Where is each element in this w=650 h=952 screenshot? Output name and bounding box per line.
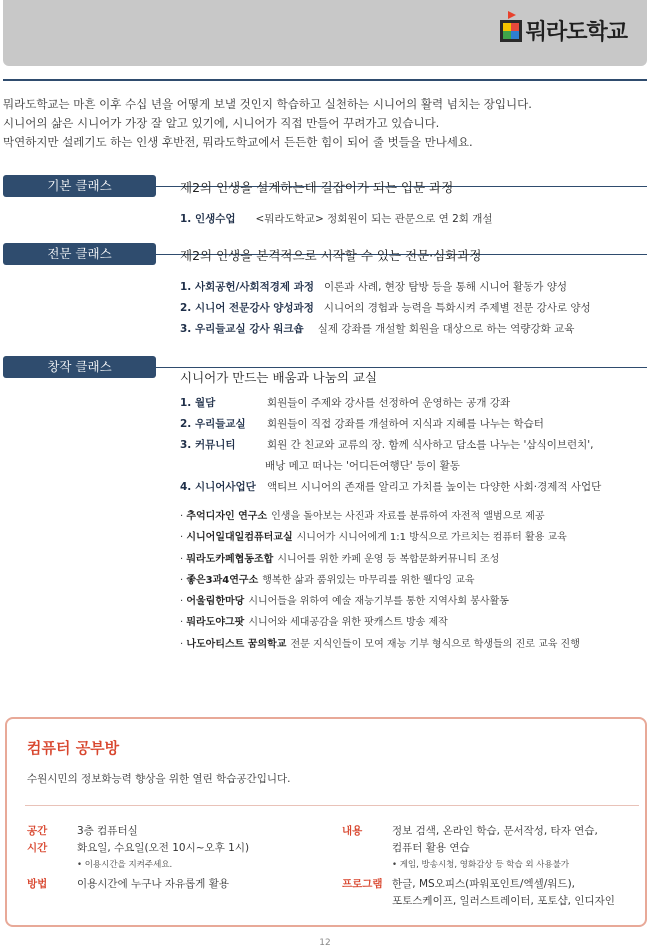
box-left-column: [27, 823, 327, 893]
unit-desc: 인생을 돌아보는 사진과 자료를 분류하여 자전적 앨범으로 제공: [271, 511, 545, 522]
item-label: 3. 우리들교실 강사 워크숍: [180, 323, 304, 335]
item-desc: 회원 간 친교와 교류의 장. 함께 식사하고 담소를 나누는 '삼식이브런치',: [267, 439, 594, 451]
logo-mark-icon: [500, 20, 522, 42]
computer-room-box: [5, 717, 647, 927]
business-unit-item: · 뭐라도야그팟 시니어와 세대공감을 위한 팟캐스트 방송 제작: [180, 617, 448, 629]
item-desc: 이론과 사례, 현장 탐방 등을 통해 시니어 활동가 양성: [324, 281, 568, 293]
business-unit-item: · 어울림한마당 시니어들을 위하여 예술 재능기부를 통한 지역사회 봉사활동: [180, 596, 509, 608]
info-row-space: [27, 823, 327, 840]
item-label: 1. 사회공헌/사회적경제 과정: [180, 281, 315, 293]
header-bar: [3, 0, 647, 66]
section-tab: 전문 클래스: [3, 243, 156, 265]
info-key: 공간: [27, 825, 48, 837]
business-unit-item: · 좋은3과4연구소 행복한 삶과 품위있는 마무리를 위한 웰다잉 교육: [180, 574, 475, 586]
section-expert-class: [3, 243, 647, 348]
list-item: [180, 277, 645, 298]
info-note: • 게임, 방송시청, 영화감상 등 학습 외 사용불가: [392, 860, 570, 870]
unit-desc: 시니어가 시니어에게 1:1 방식으로 가르치는 컴퓨터 활용 교육: [296, 532, 567, 544]
item-label: 2. 시니어 전문강사 양성과정: [180, 302, 314, 314]
info-value-continued: 컴퓨터 활용 연습: [392, 842, 470, 854]
item-desc: 시니어의 경험과 능력을 특화시켜 주제별 전문 강사로 양성: [323, 302, 591, 314]
list-item: [180, 435, 645, 456]
intro-line: 뭐라도학교는 마흔 이후 수십 년을 어떻게 보낼 것인지 학습하고 실천하는 시니어의 활력 넘치는 장입니다.: [3, 97, 532, 111]
item-desc: 회원들이 주제와 강사를 선정하여 운영하는 공개 강좌: [267, 397, 511, 409]
unit-desc: 전문 지식인들이 모여 재능 기부 형식으로 학생들의 진로 교육 진행: [290, 638, 580, 650]
item-desc: <뭐라도학교> 정회원이 되는 관문으로 연 2회 개설: [255, 213, 493, 225]
item-desc: 실제 강좌를 개설할 회원을 대상으로 하는 역량강화 교육: [317, 323, 575, 335]
item-label: 1. 월담: [180, 397, 216, 409]
info-row-program: [342, 876, 642, 893]
divider: [3, 79, 647, 81]
section-basic-class: [3, 175, 647, 235]
section-creative-class: [3, 356, 647, 666]
info-key: 시간: [27, 842, 48, 854]
list-item: [180, 477, 645, 498]
item-label: 2. 우리들교실: [180, 418, 246, 430]
info-value: 화요일, 수요일(오전 10시~오후 1시): [77, 842, 250, 854]
item-desc: 회원들이 직접 강좌를 개설하여 지식과 지혜를 나누는 학습터: [267, 418, 544, 430]
box-right-column: [342, 823, 642, 910]
intro-line: 막연하지만 설레기도 하는 인생 후반전, 뭐라도학교에서 든든한 힘이 되어 줄 벗들을 만나세요.: [3, 135, 473, 149]
business-unit-item: · 추억디자인 연구소 인생을 돌아보는 사진과 자료를 분류하여 자전적 앨범으로 제공: [180, 511, 545, 522]
section-tab: 기본 클래스: [3, 175, 156, 197]
item-list: [180, 209, 645, 230]
business-unit-item: · 시니어일대일컴퓨터교실 시니어가 시니어에게 1:1 방식으로 가르치는 컴퓨터 활용 교육: [180, 532, 567, 544]
unit-desc: 시니어와 세대공감을 위한 팟캐스트 방송 제작: [248, 617, 448, 629]
info-row-content: [342, 823, 642, 840]
list-item: [180, 298, 645, 319]
section-tab: 창작 클래스: [3, 356, 156, 378]
business-unit-list: [180, 506, 645, 655]
info-key: 내용: [342, 825, 363, 837]
info-value: 한글, MS오피스(파워포인트/엑셀/워드),: [392, 878, 576, 890]
info-key: 방법: [27, 878, 48, 890]
box-divider: [25, 805, 639, 806]
business-unit-item: · 나도아티스트 꿈의학교 전문 지식인들이 모여 재능 기부 형식으로 학생들의 진로 교육 진행: [180, 638, 580, 650]
item-desc: 액티브 시니어의 존재를 알리고 가치를 높이는 다양한 사회·경제적 사업단: [267, 481, 602, 493]
box-title: 컴퓨터 공부방: [27, 739, 120, 757]
list-item: [180, 414, 645, 435]
section-title: 시니어가 만드는 배움과 나눔의 교실: [180, 370, 378, 385]
unit-name: 나도아티스트 꿈의학교: [186, 638, 287, 650]
list-item: [180, 209, 645, 230]
item-label: 1. 인생수업: [180, 213, 236, 225]
list-item: [180, 393, 645, 414]
item-list: [180, 277, 645, 340]
info-value-continued: 포토스케이프, 일러스트레이터, 포토샵, 인디자인: [392, 895, 615, 907]
unit-desc: 행복한 삶과 품위있는 마무리를 위한 웰다잉 교육: [262, 574, 475, 586]
logo[interactable]: [500, 15, 627, 46]
info-value: 정보 검색, 온라인 학습, 문서작성, 타자 연습,: [392, 825, 598, 837]
unit-name: 뭐라도카페협동조합: [186, 553, 274, 565]
info-value: 이용시간에 누구나 자유롭게 활용: [77, 878, 230, 890]
item-label: 3. 커뮤니티: [180, 439, 236, 451]
info-key: 프로그램: [342, 878, 383, 890]
info-row-method: [27, 876, 327, 893]
section-title: 제2의 인생을 본격적으로 시작할 수 있는 전문·심화과정: [180, 248, 482, 263]
business-unit-item: · 뭐라도카페협동조합 시니어를 위한 카페 운영 등 복합문화커뮤니티 조성: [180, 553, 500, 565]
unit-desc: 시니어를 위한 카페 운영 등 복합문화커뮤니티 조성: [277, 553, 500, 565]
intro-line: 시니어의 삶은 시니어가 가장 잘 알고 있기에, 시니어가 직접 만들어 꾸려가고 있습니다.: [3, 116, 440, 130]
info-value: 3층 컴퓨터실: [77, 825, 138, 837]
item-desc-continued: 배낭 메고 떠나는 '어디든여행단' 등이 활동: [265, 460, 460, 472]
info-note: • 이용시간을 지켜주세요.: [77, 860, 173, 870]
unit-name: 시니어일대일컴퓨터교실: [186, 532, 293, 544]
box-subtitle: 수원시민의 정보화능력 향상을 위한 열린 학습공간입니다.: [27, 773, 291, 785]
item-label: 4. 시니어사업단: [180, 481, 256, 493]
unit-name: 추억디자인 연구소: [186, 511, 268, 522]
unit-desc: 시니어들을 위하여 예술 재능기부를 통한 지역사회 봉사활동: [248, 596, 509, 608]
unit-name: 어울림한마당: [186, 596, 245, 608]
item-list: [180, 393, 645, 498]
unit-name: 뭐라도야그팟: [186, 617, 245, 629]
unit-name: 좋은3과4연구소: [186, 574, 259, 586]
list-item: [180, 319, 645, 340]
intro-text: [3, 95, 643, 152]
info-row-time: [27, 840, 327, 857]
page-number: 12: [319, 938, 331, 948]
section-title: 제2의 인생을 설계하는데 길잡이가 되는 입문 과정: [180, 180, 454, 195]
logo-text: 뭐라도학교: [525, 20, 627, 45]
